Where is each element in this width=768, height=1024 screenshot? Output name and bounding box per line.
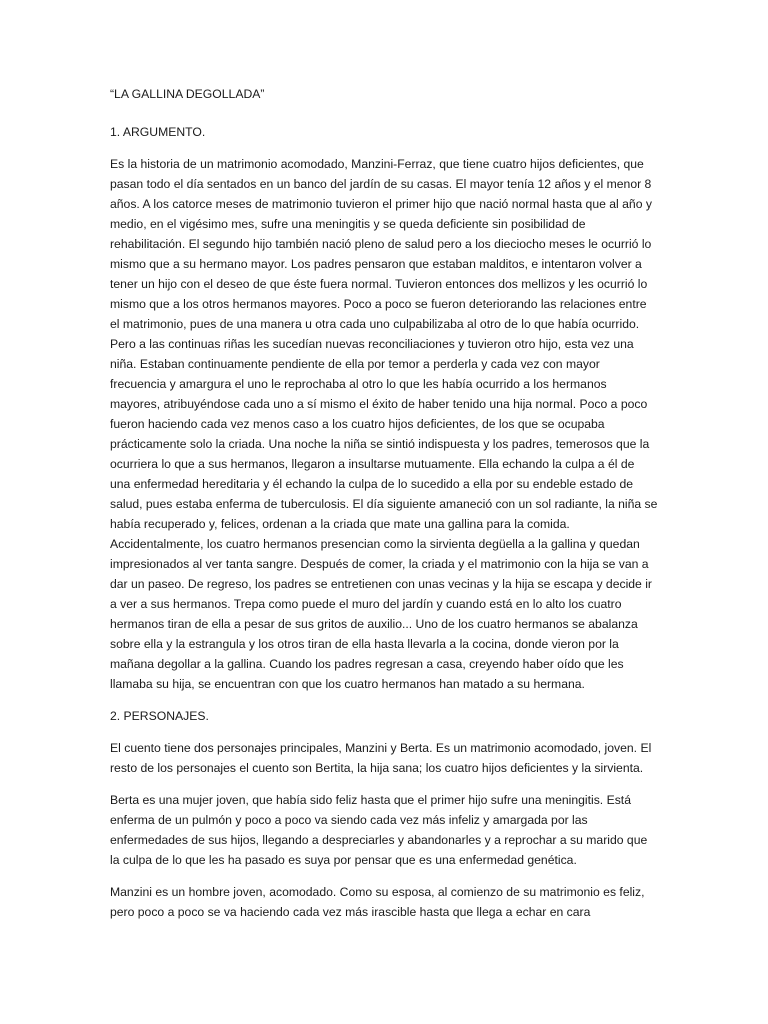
paragraph: Manzini es un hombre joven, acomodado. Como su esposa, al comienzo de su matrimonio es feliz, pero poco a poco se va haciendo cada vez más irascible hasta que llega a echar en cara (110, 885, 645, 919)
section-argumento (110, 122, 658, 694)
section-personajes (110, 706, 658, 922)
section-heading: 2. PERSONAJES. (110, 709, 209, 723)
paragraph: Es la historia de un matrimonio acomodado, Manzini-Ferraz, que tiene cuatro hijos deficientes, que pasan todo el día sentados en un banco del jardín de su casas. El mayor tenía 12 años y el menor 8 años. A los catorce meses de matrimonio tuvieron el primer hijo que nació normal hasta que al año y medio, en el vigésimo mes, sufre una meningitis y se queda deficiente sin posibilidad de rehabilitación. El segundo hijo también nació pleno de salud pero a los dieciocho meses le ocurrió lo mismo que a su hermano mayor. Los padres pensaron que estaban malditos, e intentaron volver a tener un hijo con el deseo de que éste fuera normal. Tuvieron entonces dos mellizos y les ocurrió lo mismo que a los otros hermanos mayores. Poco a poco se fueron deteriorando las relaciones entre el matrimonio, pues de una manera u otra cada uno culpabilizaba al otro de lo que había ocurrido. Pero a las continuas riñas les sucedían nuevas reconciliaciones y tuvieron otro hijo, esta vez una niña. Estaban continuamente pendiente de ella por temor a perderla y cada vez con mayor frecuencia y amargura el uno le reprochaba al otro lo que les había ocurrido a los hermanos mayores, atribuyéndose cada uno a sí mismo el éxito de haber tenido una hija normal. Poco a poco fueron haciendo cada vez menos caso a los cuatro hijos deficientes, de los que se ocupaba prácticamente solo la criada. Una noche la niña se sintió indispuesta y los padres, temerosos que la ocurriera lo que a sus hermanos, llegaron a insultarse mutuamente. Ella echando la culpa a él de una enfermedad hereditaria y él echando la culpa de lo sucedido a ella por su endeble estado de salud, pues estaba enferma de tuberculosis. El día siguiente amaneció con un sol radiante, la niña se había recuperado y, felices, ordenan a la criada que mate una gallina para la comida. Accidentalmente, los cuatro hermanos presencian como la sirvienta degüella a la gallina y quedan impresionados al ver tanta sangre. Después de comer, la criada y el matrimonio con la hija se van a dar un paseo. De regreso, los padres se entretienen con unas vecinas y la hija se escapa y decide ir a ver a sus hermanos. Trepa como puede el muro del jardín y cuando está en lo alto los cuatro hermanos tiran de ella a pesar de sus gritos de auxilio... Uno de los cuatro hermanos se abalanza sobre ella y la estrangula y los otros tiran de ella hasta llevarla a la cocina, donde vieron por la mañana degollar a la gallina. Cuando los padres regresan a casa, creyendo haber oído que les llamaba su hija, se encuentran con que los cuatro hermanos han matado a su hermana. (110, 157, 658, 691)
document-page (110, 84, 658, 934)
paragraph: Berta es una mujer joven, que había sido feliz hasta que el primer hijo sufre una meningitis. Está enferma de un pulmón y poco a poco va siendo cada vez más infeliz y amargada por las enfermedades de sus hijos, llegando a despreciarles y abandonarles y a reprochar a su marido que la culpa de lo que les ha pasado es suya por pensar que es una enfermedad genética. (110, 793, 648, 867)
paragraph: El cuento tiene dos personajes principales, Manzini y Berta. Es un matrimonio acomodado, joven. El resto de los personajes el cuento son Bertita, la hija sana; los cuatro hijos deficientes y la sirvienta. (110, 741, 652, 775)
document-title: “LA GALLINA DEGOLLADA” (110, 87, 265, 101)
section-heading: 1. ARGUMENTO. (110, 125, 206, 139)
